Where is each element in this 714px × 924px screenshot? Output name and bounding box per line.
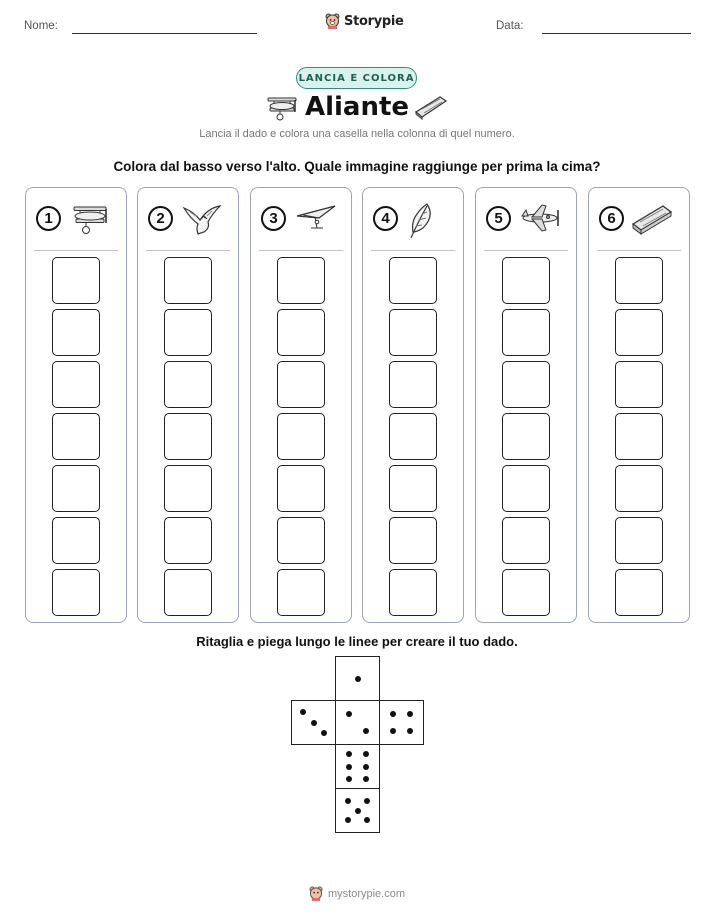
eagle-icon <box>180 202 224 241</box>
die-pip <box>363 764 369 770</box>
die-pip <box>407 728 413 734</box>
brand-name: Storypie <box>344 13 404 29</box>
color-box[interactable] <box>615 569 663 616</box>
column-header <box>36 202 116 238</box>
column-6 <box>588 187 690 623</box>
page-title: Aliante <box>304 92 410 122</box>
column-2 <box>137 187 239 623</box>
die-pip <box>364 817 370 823</box>
die-face-5 <box>335 788 380 833</box>
color-box[interactable] <box>389 569 437 616</box>
color-box[interactable] <box>389 517 437 564</box>
column-header <box>599 202 679 238</box>
color-box[interactable] <box>164 361 212 408</box>
color-box[interactable] <box>52 413 100 460</box>
die-face-2 <box>335 700 380 745</box>
die-pip <box>407 711 413 717</box>
wooden-plank-icon <box>631 202 673 241</box>
die-pip <box>363 751 369 757</box>
column-4 <box>362 187 464 623</box>
column-number: 5 <box>486 206 511 231</box>
color-box[interactable] <box>502 465 550 512</box>
color-box[interactable] <box>389 257 437 304</box>
die-pip <box>346 711 352 717</box>
die-pip <box>345 798 351 804</box>
column-header <box>148 202 228 238</box>
die-face-6 <box>335 744 380 789</box>
color-box[interactable] <box>52 361 100 408</box>
column-divider <box>597 250 681 251</box>
color-box[interactable] <box>615 309 663 356</box>
column-number: 2 <box>148 206 173 231</box>
color-box[interactable] <box>164 413 212 460</box>
name-label: Nome: <box>24 20 58 32</box>
die-pip <box>364 798 370 804</box>
column-header <box>486 202 566 238</box>
activity-badge: LANCIA E COLORA <box>296 67 417 89</box>
die-pip <box>345 817 351 823</box>
color-box[interactable] <box>277 309 325 356</box>
subtitle: Lancia il dado e colora una casella nella colonna di quel numero. <box>199 128 515 140</box>
die-face-3 <box>291 700 336 745</box>
name-line <box>72 33 257 34</box>
color-box[interactable] <box>502 361 550 408</box>
column-number: 4 <box>373 206 398 231</box>
column-header <box>373 202 453 238</box>
die-pip <box>390 711 396 717</box>
color-box[interactable] <box>277 413 325 460</box>
color-box[interactable] <box>164 517 212 564</box>
hang-glider-icon <box>293 202 339 237</box>
color-box[interactable] <box>277 517 325 564</box>
color-box[interactable] <box>502 413 550 460</box>
title-row <box>0 92 714 126</box>
color-box[interactable] <box>502 569 550 616</box>
die-pip <box>355 676 361 682</box>
die-pip <box>363 776 369 782</box>
die-pip <box>346 776 352 782</box>
color-box[interactable] <box>502 257 550 304</box>
date-label: Data: <box>496 20 524 32</box>
brand <box>325 13 404 29</box>
date-line <box>542 33 691 34</box>
die-face-4 <box>379 700 424 745</box>
footer <box>0 886 714 901</box>
column-divider <box>371 250 455 251</box>
propeller-plane-icon <box>518 202 564 239</box>
column-1 <box>25 187 127 623</box>
color-box[interactable] <box>277 465 325 512</box>
die-pip <box>346 751 352 757</box>
color-box[interactable] <box>615 517 663 564</box>
cut-instruction: Ritaglia e piega lungo le linee per creare il tuo dado. <box>196 634 518 649</box>
column-3 <box>250 187 352 623</box>
color-box[interactable] <box>164 465 212 512</box>
color-box[interactable] <box>164 569 212 616</box>
color-box[interactable] <box>52 309 100 356</box>
color-box[interactable] <box>52 517 100 564</box>
color-box[interactable] <box>164 257 212 304</box>
color-box[interactable] <box>502 517 550 564</box>
die-face-1 <box>335 656 380 701</box>
column-number: 3 <box>261 206 286 231</box>
color-box[interactable] <box>389 413 437 460</box>
color-box[interactable] <box>164 309 212 356</box>
die-pip <box>363 728 369 734</box>
color-box[interactable] <box>277 257 325 304</box>
feather-icon <box>405 202 435 245</box>
color-box[interactable] <box>615 361 663 408</box>
die-pip <box>346 764 352 770</box>
die-pip <box>300 709 306 715</box>
column-number: 6 <box>599 206 624 231</box>
column-header <box>261 202 341 238</box>
storypie-bear-icon <box>309 886 323 901</box>
die-pip <box>355 808 361 814</box>
column-number: 1 <box>36 206 61 231</box>
die-pip <box>390 728 396 734</box>
die-pip <box>321 730 327 736</box>
color-box[interactable] <box>277 569 325 616</box>
color-box[interactable] <box>615 413 663 460</box>
column-divider <box>259 250 343 251</box>
color-box[interactable] <box>389 465 437 512</box>
footer-url: mystorypie.com <box>327 887 406 900</box>
wooden-plank-icon <box>414 94 448 120</box>
biplane-icon <box>68 202 112 241</box>
color-box[interactable] <box>389 361 437 408</box>
die-pip <box>311 720 317 726</box>
column-5 <box>475 187 577 623</box>
column-divider <box>146 250 230 251</box>
color-box[interactable] <box>52 465 100 512</box>
column-divider <box>484 250 568 251</box>
storypie-bear-icon <box>325 13 340 29</box>
color-box[interactable] <box>52 257 100 304</box>
color-box[interactable] <box>615 257 663 304</box>
color-box[interactable] <box>615 465 663 512</box>
color-box[interactable] <box>389 309 437 356</box>
color-box[interactable] <box>502 309 550 356</box>
color-box[interactable] <box>277 361 325 408</box>
instruction: Colora dal basso verso l'alto. Quale immagine raggiunge per prima la cima? <box>113 159 601 174</box>
color-box[interactable] <box>52 569 100 616</box>
column-divider <box>34 250 118 251</box>
